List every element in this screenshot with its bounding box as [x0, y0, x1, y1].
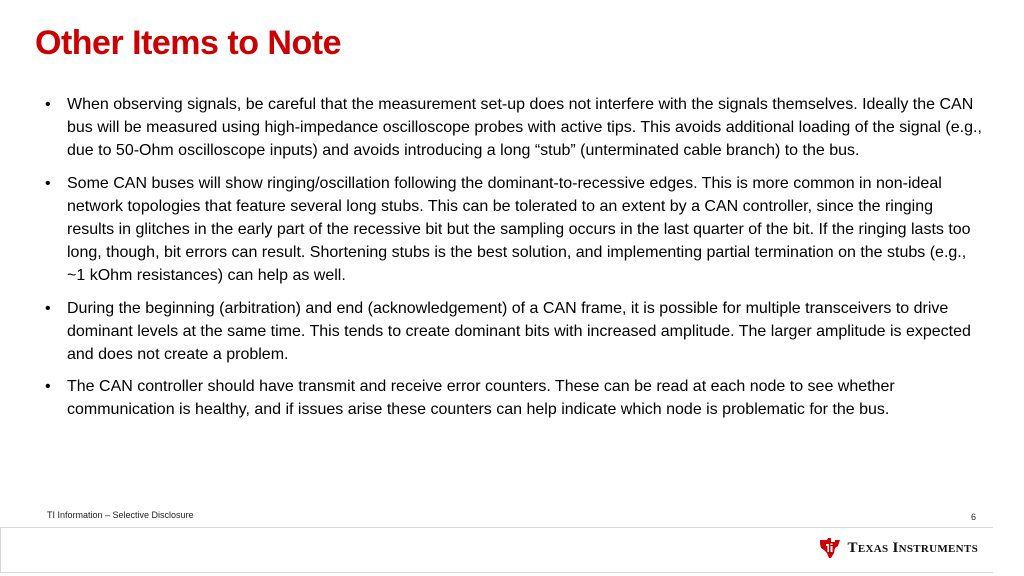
bullet-icon: •	[45, 174, 51, 192]
bullet-item	[44, 172, 984, 288]
bullet-icon: •	[45, 378, 51, 396]
bullet-text: The CAN controller should have transmit and receive error counters. These can be read at each node to see whether communication is healthy, and if issues arise these counters can help indicate which node is problematic for the bus.	[67, 378, 895, 419]
logo-text: Texas Instruments	[847, 539, 978, 556]
bullet-list	[44, 93, 984, 431]
bullet-text: Some CAN buses will show ringing/oscillation following the dominant-to-recessive edges. This is more common in non-ideal network topologies that feature several long stubs. This can be tolerated to an extent by a CAN controller, since the ringing results in glitches in the early part of the recessive bit but the sampling occurs in the last quarter of the bit. If the ringing lasts too long, though, bit errors can result. Shortening stubs is the best solution, and implementing partial termination on the stubs (e.g., ~1 kOhm resistances) can help as well.	[67, 174, 971, 285]
ti-logo-icon	[818, 536, 842, 560]
slide-title: Other Items to Note	[35, 24, 341, 62]
bullet-icon: •	[45, 299, 51, 317]
bullet-text: During the beginning (arbitration) and end (acknowledgement) of a CAN frame, it is possible for multiple transceivers to drive dominant levels at the same time. This tends to create dominant bits with increased amplitude. The larger amplitude is expected and does not create a problem.	[67, 299, 971, 364]
footer-disclosure-label: TI Information – Selective Disclosure	[47, 510, 194, 520]
ti-logo	[818, 536, 978, 560]
bullet-item	[44, 93, 984, 163]
bullet-item	[44, 297, 984, 367]
bullet-icon: •	[45, 96, 51, 113]
bullet-text: When observing signals, be careful that the measurement set-up does not interfere with the signals themselves. Ideally the CAN bus will be measured using high-impedance oscilloscope probes with active tips. This avoids additional loading of the signal (e.g., due to 50-Ohm oscilloscope inputs) and avoids introducing a long “stub” (unterminated cable branch) to the bus.	[67, 96, 982, 160]
bullet-item	[44, 375, 984, 421]
page-number: 6	[970, 512, 976, 522]
